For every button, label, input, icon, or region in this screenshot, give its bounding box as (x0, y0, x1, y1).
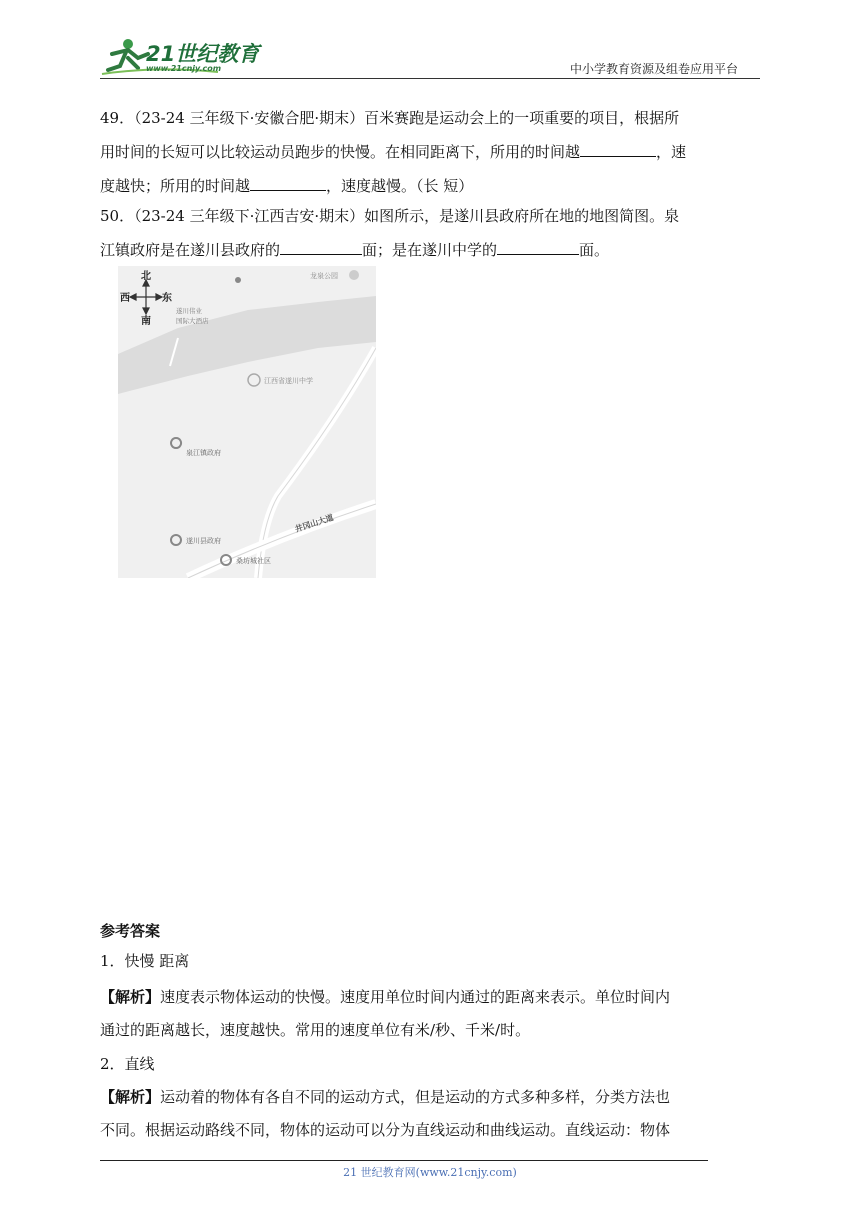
hotel-label-2: 国际大酒店 (176, 317, 209, 325)
q49-line2: 用时间的长短可以比较运动员跑步的快慢。在相同距离下，所用的时间越 ，速 (100, 135, 762, 169)
logo-url: www.21cnjy.com (146, 64, 222, 73)
answer-1: 1．快慢 距离 (100, 952, 190, 970)
q50-line2: 江镇政府是在遂川县政府的 面；是在遂川中学的 面。 (100, 233, 762, 267)
answer-1-explanation: 【解析】速度表示物体运动的快慢。速度用单位时间内通过的距离来表示。单位时间内 (100, 988, 671, 1006)
answer-blank-2[interactable] (250, 174, 326, 191)
logo-text: 21世纪教育 (146, 42, 260, 66)
hotel-label-1: 遂川伟业 (176, 307, 202, 315)
park-pin-icon (349, 270, 359, 280)
community-label: 桑坊城社区 (236, 557, 271, 565)
map-figure (118, 266, 376, 578)
answers-title: 参考答案 (100, 922, 161, 940)
q50-line1: 50．（23-24 三年级下·江西吉安·期末）如图所示，是遂川县政府所在地的地图简图。泉 (100, 207, 680, 225)
footer-divider (100, 1160, 708, 1161)
answer-1-explanation-2: 通过的距离越长，速度越快。常用的速度单位有米/秒、千米/时。 (100, 1021, 531, 1039)
answer-blank-4[interactable] (497, 238, 579, 255)
q49-line1: 49．（23-24 三年级下·安徽合肥·期末）百米赛跑是运动会上的一项重要的项目，根据所 (100, 109, 680, 127)
answer-2-explanation: 【解析】运动着的物体有各自不同的运动方式，但是运动的方式多种多样，分类方法也 (100, 1088, 671, 1106)
poi-icon (235, 277, 241, 283)
school-label: 江西省遂川中学 (264, 377, 313, 385)
header-divider (100, 78, 760, 79)
answer-blank-3[interactable] (280, 238, 362, 255)
road-label: 井冈山大道 (293, 512, 335, 534)
answer-2: 2．直线 (100, 1055, 155, 1073)
question-49 (100, 101, 762, 203)
question-50 (100, 199, 762, 267)
q49-line3: 度越快；所用的时间越 ，速度越慢。（长 短） (100, 169, 762, 203)
town-gov-label: 泉江镇政府 (186, 449, 221, 457)
platform-name: 中小学教育资源及组卷应用平台 (570, 62, 739, 76)
answer-blank-1[interactable] (580, 140, 656, 157)
compass-west: 西 (120, 293, 130, 304)
park-label: 龙泉公园 (310, 272, 338, 280)
answer-2-explanation-2: 不同。根据运动路线不同，物体的运动可以分为直线运动和曲线运动。直线运动：物体 (100, 1121, 671, 1139)
footer-text[interactable]: 21 世纪教育网(www.21cnjy.com) (343, 1166, 517, 1179)
compass-east: 东 (162, 293, 172, 304)
compass-south: 南 (141, 316, 151, 327)
compass-north: 北 (141, 271, 151, 282)
county-gov-label: 遂川县政府 (186, 537, 221, 545)
